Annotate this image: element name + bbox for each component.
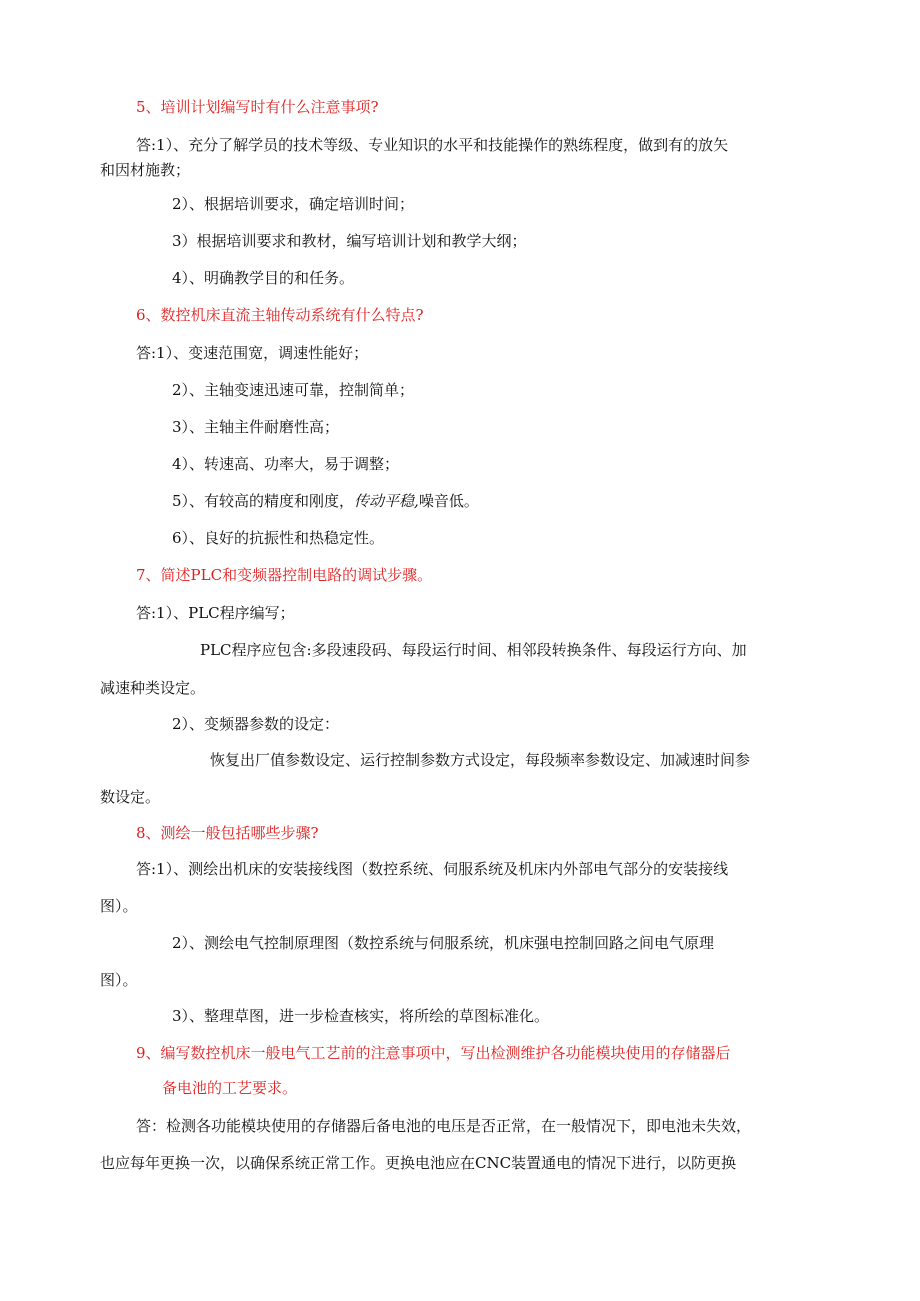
answer-5-item-1-cont: 和因材施教； bbox=[100, 161, 191, 179]
answer-6-item-5-italic: 传动平稳, bbox=[354, 492, 419, 510]
answer-6-item-3: 3）、主轴主件耐磨性高； bbox=[172, 418, 340, 436]
answer-6-item-1: 答:1）、变速范围宽，调速性能好； bbox=[136, 344, 369, 362]
answer-8-item-2: 2）、测绘电气控制原理图（数控系统与伺服系统，机床强电控制回路之间电气原理 bbox=[172, 934, 715, 952]
answer-9: 答：检测各功能模块使用的存储器后备电池的电压是否正常，在一般情况下，即电池未失效， bbox=[136, 1117, 752, 1135]
answer-7-item-2-detail: 恢复出厂值参数设定、运行控制参数方式设定，每段频率参数设定、加减速时间参 bbox=[210, 751, 751, 769]
question-9: 9、编写数控机床一般电气工艺前的注意事项中，写出检测维护各功能模块使用的存储器后 bbox=[136, 1044, 731, 1062]
answer-7-item-1: 答:1）、PLC程序编写； bbox=[136, 604, 295, 622]
answer-5-item-1: 答:1）、充分了解学员的技术等级、专业知识的水平和技能操作的熟练程度，做到有的放矢 bbox=[136, 136, 729, 154]
answer-9-cont: 也应每年更换一次，以确保系统正常工作。更换电池应在CNC装置通电的情况下进行，以防更换 bbox=[100, 1154, 737, 1172]
question-5: 5、培训计划编写时有什么注意事项? bbox=[136, 98, 379, 116]
answer-6-item-5-prefix: 5）、有较高的精度和刚度， bbox=[172, 492, 355, 510]
answer-8-item-1: 答:1）、测绘出机床的安装接线图（数控系统、伺服系统及机床内外部电气部分的安装接线 bbox=[136, 860, 729, 878]
answer-6-item-2: 2）、主轴变速迅速可靠，控制简单； bbox=[172, 381, 415, 399]
question-8: 8、测绘一般包括哪些步骤? bbox=[136, 824, 319, 842]
question-6: 6、数控机床直流主轴传动系统有什么特点? bbox=[136, 306, 424, 324]
answer-8-item-3: 3）、整理草图，进一步检查核实，将所绘的草图标准化。 bbox=[172, 1007, 550, 1025]
answer-6-item-6: 6）、良好的抗振性和热稳定性。 bbox=[172, 529, 385, 547]
answer-8-item-2-cont: 图）。 bbox=[100, 971, 138, 989]
answer-7-item-1-detail: PLC程序应包含:多段速段码、每段运行时间、相邻段转换条件、每段运行方向、加 bbox=[200, 641, 747, 659]
answer-6-item-5-suffix: 噪音低。 bbox=[418, 492, 479, 510]
question-9-cont: 备电池的工艺要求。 bbox=[162, 1079, 298, 1097]
answer-7-item-2-detail-cont: 数设定。 bbox=[100, 788, 161, 806]
question-7: 7、简述PLC和变频器控制电路的调试步骤。 bbox=[136, 566, 433, 584]
answer-5-item-3: 3）根据培训要求和教材，编写培训计划和教学大纲； bbox=[172, 232, 527, 250]
answer-5-item-4: 4）、明确教学目的和任务。 bbox=[172, 269, 355, 287]
answer-7-item-2: 2）、变频器参数的设定： bbox=[172, 715, 340, 733]
answer-5-item-2: 2）、根据培训要求，确定培训时间； bbox=[172, 195, 415, 213]
answer-6-item-5 bbox=[172, 490, 479, 512]
answer-8-item-1-cont: 图）。 bbox=[100, 897, 138, 915]
answer-7-item-1-detail-cont: 减速种类设定。 bbox=[100, 679, 206, 697]
answer-6-item-4: 4）、转速高、功率大，易于调整； bbox=[172, 455, 400, 473]
